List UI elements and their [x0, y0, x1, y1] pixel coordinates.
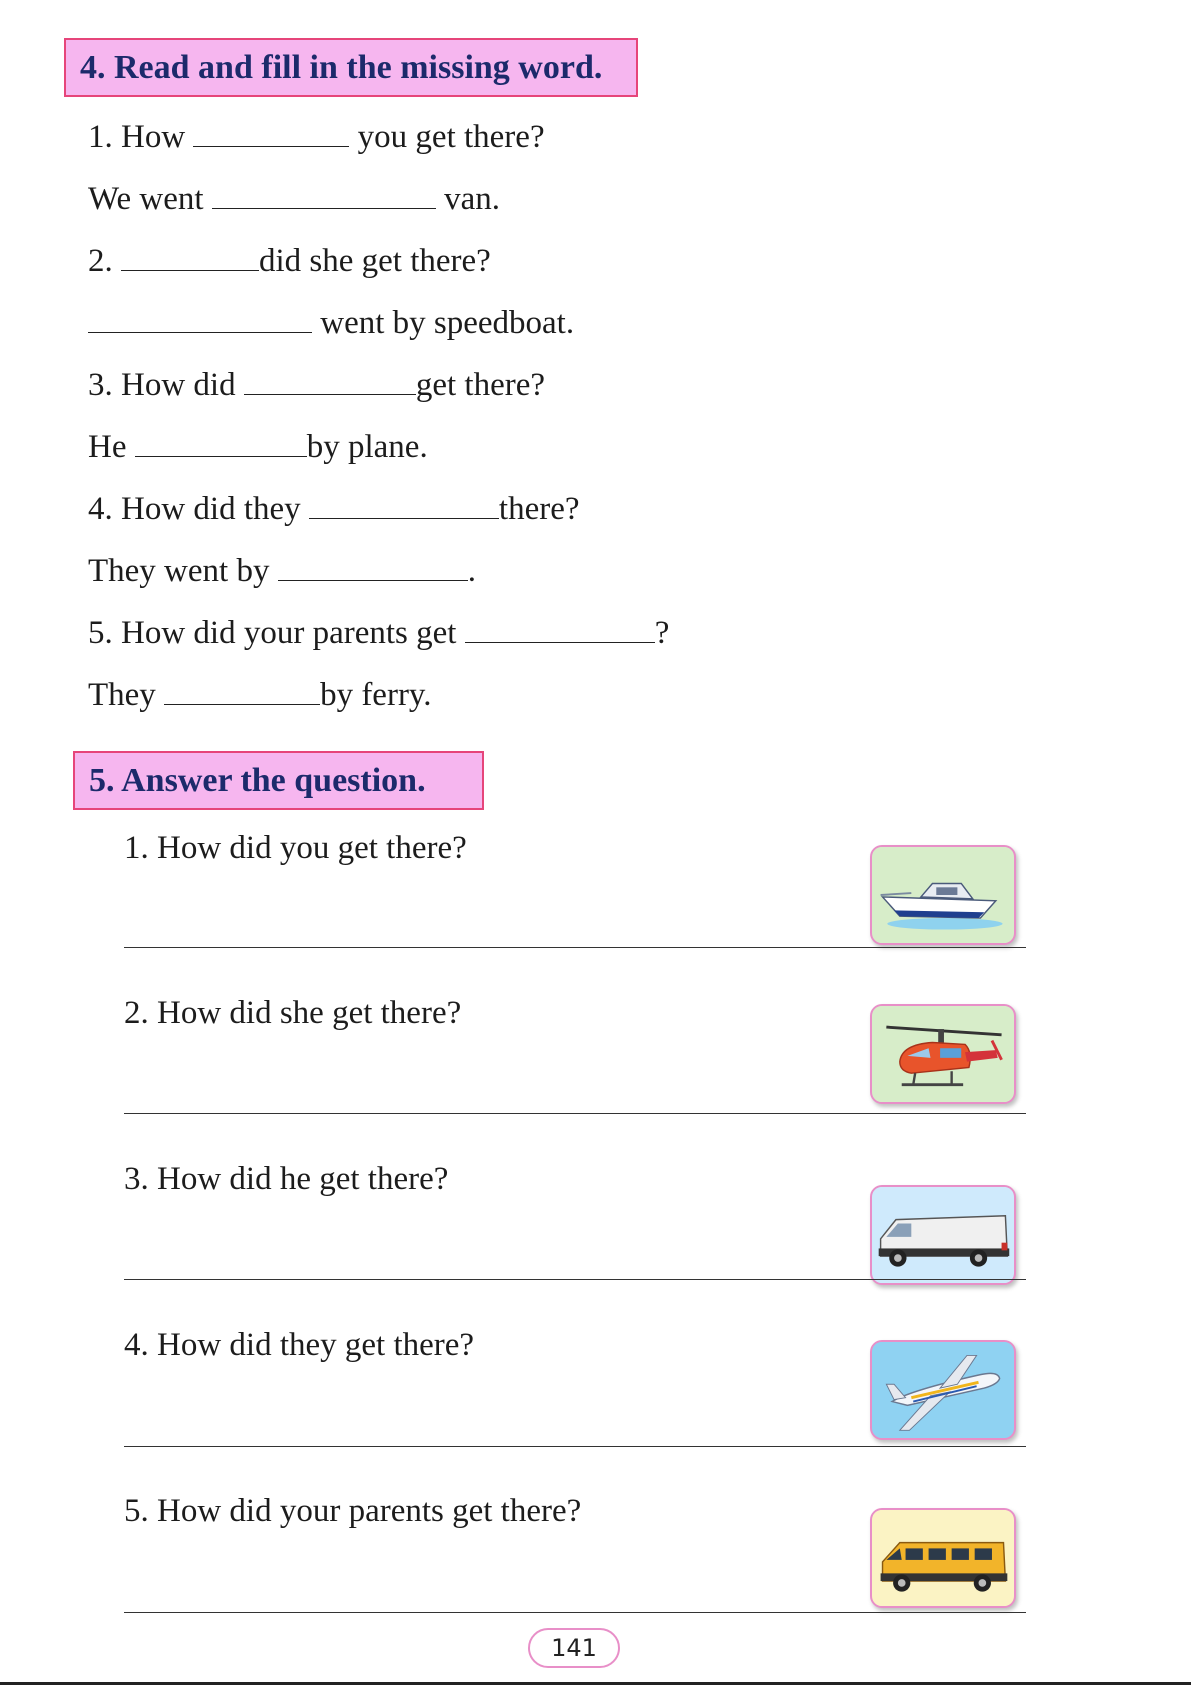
van-icon	[870, 1185, 1016, 1285]
blank-4[interactable]	[88, 302, 312, 333]
answer-line-3[interactable]	[124, 1279, 1026, 1280]
speedboat-icon	[870, 845, 1016, 945]
section-5-heading	[73, 751, 484, 810]
blank-2[interactable]	[212, 178, 436, 209]
answer-line-4[interactable]	[124, 1446, 1026, 1447]
fill-line-2: We went van.	[88, 178, 500, 216]
fill-line-6: He by plane.	[88, 426, 428, 464]
blank-9[interactable]	[465, 612, 655, 643]
fill-line-1: 1. How you get there?	[88, 116, 545, 154]
plane-icon	[870, 1340, 1016, 1440]
question-1: 1. How did you get there?	[124, 830, 467, 866]
section-5-heading-text: 5. Answer the question.	[89, 761, 426, 799]
fill-line-4: went by speedboat.	[88, 302, 574, 340]
blank-1[interactable]	[193, 116, 349, 147]
answer-line-2[interactable]	[124, 1113, 1026, 1114]
fill-line-7: 4. How did they there?	[88, 488, 580, 526]
blank-5[interactable]	[244, 364, 416, 395]
fill-line-9: 5. How did your parents get ?	[88, 612, 669, 650]
answer-line-5[interactable]	[124, 1612, 1026, 1613]
blank-7[interactable]	[309, 488, 499, 519]
answer-line-1[interactable]	[124, 947, 1026, 948]
blank-10[interactable]	[164, 674, 320, 705]
page-number	[528, 1628, 620, 1668]
minibus-icon	[870, 1508, 1016, 1608]
fill-line-3: 2. did she get there?	[88, 240, 491, 278]
blank-3[interactable]	[121, 240, 259, 271]
fill-line-5: 3. How did get there?	[88, 364, 545, 402]
question-3: 3. How did he get there?	[124, 1161, 449, 1197]
blank-6[interactable]	[135, 426, 307, 457]
section-4-heading-text: 4. Read and fill in the missing word.	[80, 48, 603, 86]
helicopter-icon	[870, 1004, 1016, 1104]
question-4: 4. How did they get there?	[124, 1327, 475, 1363]
blank-8[interactable]	[278, 550, 468, 581]
fill-line-8: They went by .	[88, 550, 476, 588]
page-number-text: 141	[551, 1634, 597, 1662]
section-4-heading	[64, 38, 638, 97]
question-5: 5. How did your parents get there?	[124, 1493, 582, 1529]
question-2: 2. How did she get there?	[124, 995, 462, 1031]
fill-line-10: They by ferry.	[88, 674, 432, 712]
